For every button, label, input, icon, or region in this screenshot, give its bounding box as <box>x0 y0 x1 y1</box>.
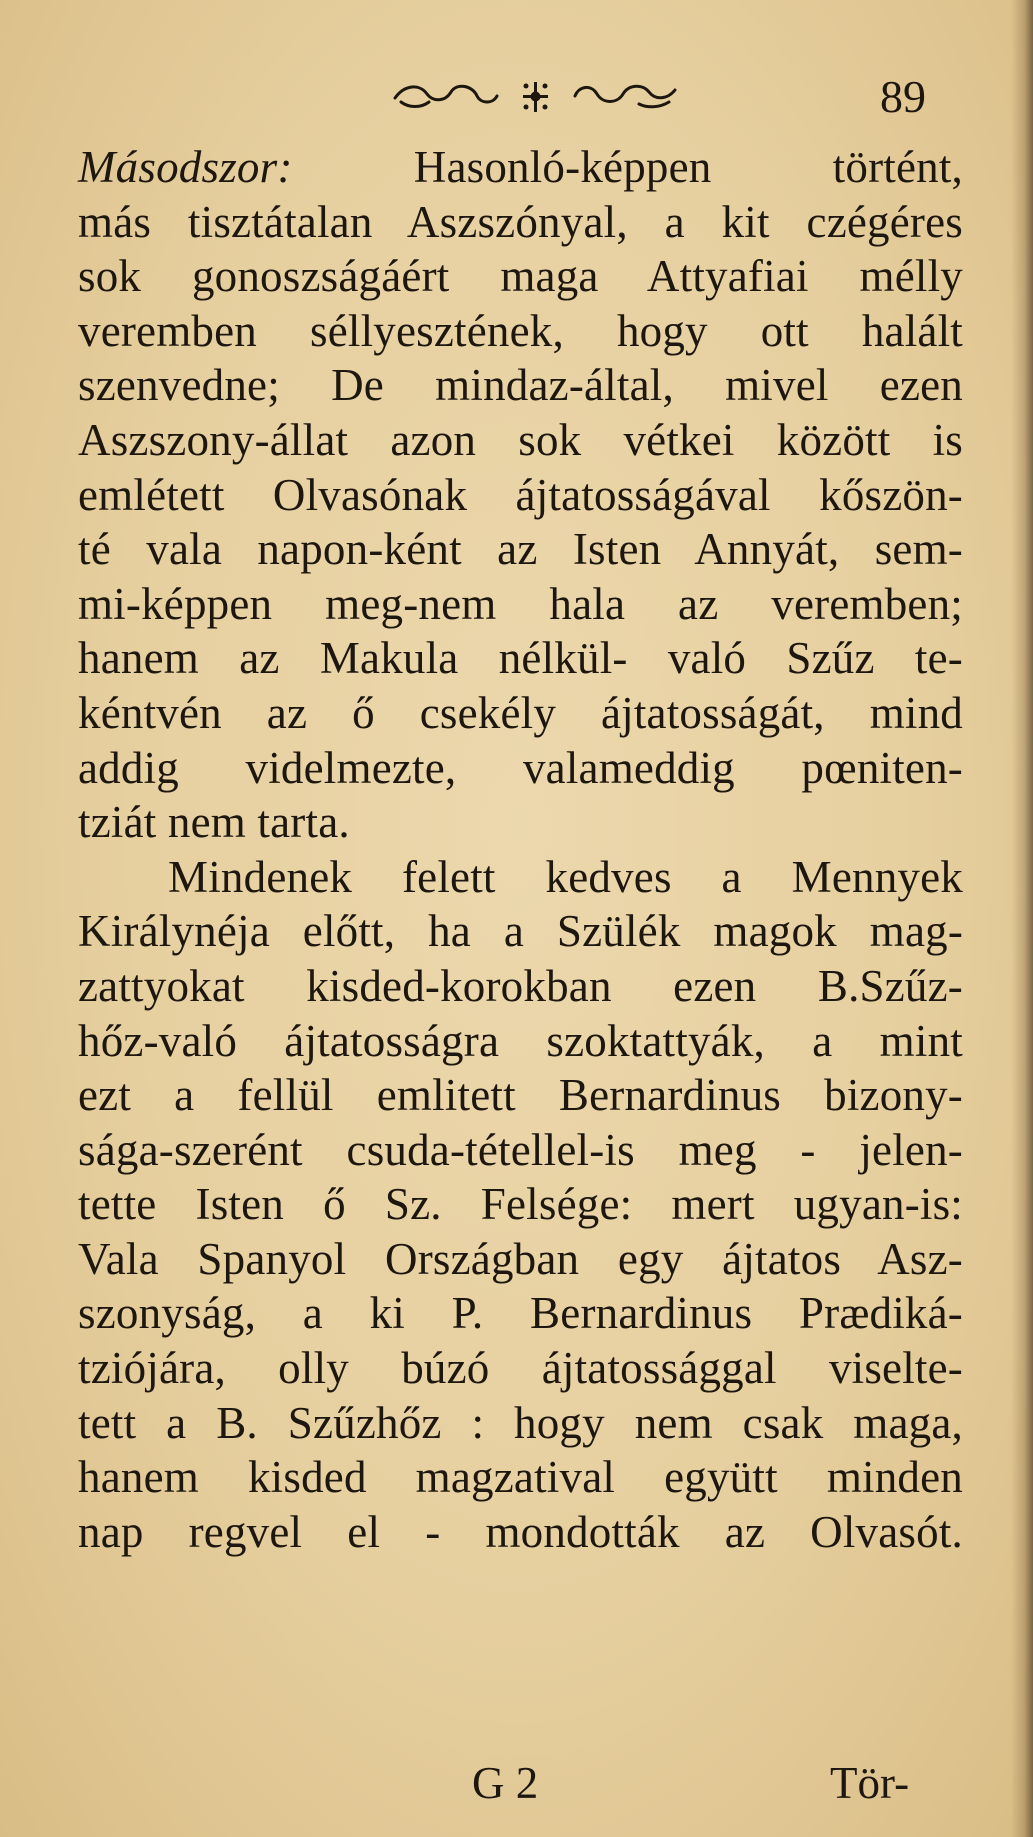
text-line: veremben séllyesztének, hogy ott halált <box>78 305 963 356</box>
text-line: más tisztátalan Aszszónyal, a kit czégéres <box>78 196 963 247</box>
text-line: mi-képpen meg-nem hala az veremben; <box>78 578 963 629</box>
ornament-vignette-icon <box>385 76 685 116</box>
text-line: hanem az Makula nélkül- való Szűz te- <box>78 633 963 684</box>
text-block <box>78 140 963 1559</box>
page-number: 89 <box>880 71 926 122</box>
text-line: kéntvén az ő csekély ájtatosságát, mind <box>78 687 963 738</box>
text-line: sok gonoszságáért maga Attyafiai mélly <box>78 251 963 302</box>
signature-mark: G 2 <box>472 1758 539 1808</box>
text-line: té vala napon-ként az Isten Annyát, sem- <box>78 524 963 575</box>
text-line: emlétett Olvasónak ájtatosságával kőszön- <box>78 469 963 520</box>
paragraph-1-first-line-rest: Hasonló-képpen történt, <box>292 142 963 192</box>
text-line: ezt a fellül emlitett Bernardinus bizony- <box>78 1070 963 1121</box>
running-head <box>0 72 1033 122</box>
text-line: Királynéja előtt, ha a Szülék magok mag- <box>78 906 963 957</box>
text-line: szenvedne; De mindaz-által, mivel ezen <box>78 360 963 411</box>
text-line: hőz-való ájtatosságra szoktattyák, a mint <box>78 1015 963 1066</box>
text-line: zattyokat kisded-korokban ezen B.Szűz- <box>78 960 963 1011</box>
text-line: szonyság, a ki P. Bernardinus Prædiká- <box>78 1288 963 1339</box>
text-line: Aszszony-állat azon sok vétkei között is <box>78 414 963 465</box>
paragraph-1-line-1 <box>78 140 963 195</box>
text-line: tziójára, olly búzó ájtatossággal viselte- <box>78 1343 963 1394</box>
text-line: tziát nem tarta. <box>78 797 350 848</box>
catchword: Tör- <box>830 1758 910 1808</box>
text-line: sága-szerént csuda-tétellel-is meg - jelen- <box>78 1124 963 1175</box>
text-line: Vala Spanyol Országban egy ájtatos Asz- <box>78 1233 963 1284</box>
text-line: addig videlmezte, valameddig pœniten- <box>78 742 963 793</box>
text-line: tette Isten ő Sz. Felsége: mert ugyan-is: <box>78 1179 963 1230</box>
text-line: nap regvel el - mondották az Olvasót. <box>78 1506 963 1557</box>
text-line: tett a B. Szűzhőz : hogy nem csak maga, <box>78 1397 963 1448</box>
text-line: hanem kisded magzatival együtt minden <box>78 1452 963 1503</box>
page-footer <box>0 1755 1033 1815</box>
paragraph-1-lead-word: Másodszor: <box>78 142 293 192</box>
page-edge-shadow <box>1011 0 1033 1837</box>
paragraph-2-first-line: Mindenek felett kedves a Mennyek <box>168 851 963 902</box>
